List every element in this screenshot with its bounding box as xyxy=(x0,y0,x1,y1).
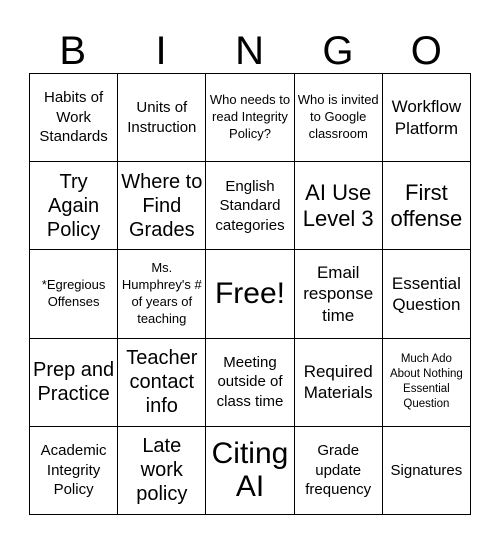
header-letter-o: O xyxy=(410,29,443,73)
bingo-cell-r4-c2[interactable] xyxy=(118,339,206,427)
bingo-cell-r5-c2[interactable] xyxy=(118,427,206,515)
bingo-cell-r4-c4[interactable] xyxy=(295,339,383,427)
bingo-header xyxy=(29,28,471,74)
bingo-cell-r3-c1[interactable] xyxy=(30,250,118,338)
cell-label: Meeting outside of class time xyxy=(216,353,284,410)
bingo-cell-r4-c3[interactable] xyxy=(206,339,294,427)
cell-label: English Standard categories xyxy=(215,177,285,234)
bingo-cell-r3-c4[interactable] xyxy=(295,250,383,338)
bingo-cell-r3-c2[interactable] xyxy=(118,250,206,338)
header-letter-i: I xyxy=(155,29,168,73)
free-space[interactable] xyxy=(206,250,294,338)
cell-label: Email response time xyxy=(303,263,374,325)
cell-label: Workflow Platform xyxy=(391,97,462,138)
cell-label: Where to Find Grades xyxy=(121,170,203,241)
cell-label: *Egregious Offenses xyxy=(41,277,106,309)
cell-label: Signatures xyxy=(390,461,463,479)
bingo-board xyxy=(29,73,471,515)
bingo-cell-r1-c5[interactable] xyxy=(383,74,471,162)
cell-label: Late work policy xyxy=(136,435,188,506)
cell-label: Who is invited to Google classroom xyxy=(297,92,379,142)
cell-label: Required Materials xyxy=(303,361,373,403)
bingo-cell-r4-c1[interactable] xyxy=(30,339,118,427)
cell-label: Ms. Humphrey's # of years of teaching xyxy=(121,260,202,326)
cell-label: Free! xyxy=(214,277,285,311)
bingo-cell-r2-c1[interactable] xyxy=(30,162,118,250)
bingo-cell-r5-c5[interactable] xyxy=(383,427,471,515)
header-letter-b: B xyxy=(59,29,88,73)
cell-label: Prep and Practice xyxy=(33,359,115,406)
bingo-cell-r4-c5[interactable] xyxy=(383,339,471,427)
cell-label: Try Again Policy xyxy=(46,170,101,241)
cell-label: Teacher contact info xyxy=(126,347,198,418)
bingo-cell-r2-c3[interactable] xyxy=(206,162,294,250)
bingo-cell-r3-c5[interactable] xyxy=(383,250,471,338)
cell-label: Habits of Work Standards xyxy=(39,89,108,146)
cell-label: Grade update frequency xyxy=(305,442,372,499)
cell-label: First offense xyxy=(390,180,463,231)
cell-label: Essential Question xyxy=(391,273,461,314)
bingo-cell-r1-c3[interactable] xyxy=(206,74,294,162)
bingo-cell-r1-c2[interactable] xyxy=(118,74,206,162)
cell-label: Units of Instruction xyxy=(127,99,197,136)
bingo-cell-r2-c2[interactable] xyxy=(118,162,206,250)
header-letter-n: N xyxy=(235,29,265,73)
cell-label: Citing AI xyxy=(211,437,289,504)
bingo-cell-r5-c3[interactable] xyxy=(206,427,294,515)
bingo-cell-r1-c4[interactable] xyxy=(295,74,383,162)
cell-label: Much Ado About Nothing Essential Question xyxy=(389,353,463,411)
bingo-cell-r2-c4[interactable] xyxy=(295,162,383,250)
cell-label: Academic Integrity Policy xyxy=(40,442,107,499)
header-letter-g: G xyxy=(322,29,355,73)
bingo-cell-r2-c5[interactable] xyxy=(383,162,471,250)
bingo-cell-r1-c1[interactable] xyxy=(30,74,118,162)
bingo-cell-r5-c1[interactable] xyxy=(30,427,118,515)
bingo-cell-r5-c4[interactable] xyxy=(295,427,383,515)
cell-label: Who needs to read Integrity Policy? xyxy=(209,92,291,142)
cell-label: AI Use Level 3 xyxy=(302,180,374,231)
